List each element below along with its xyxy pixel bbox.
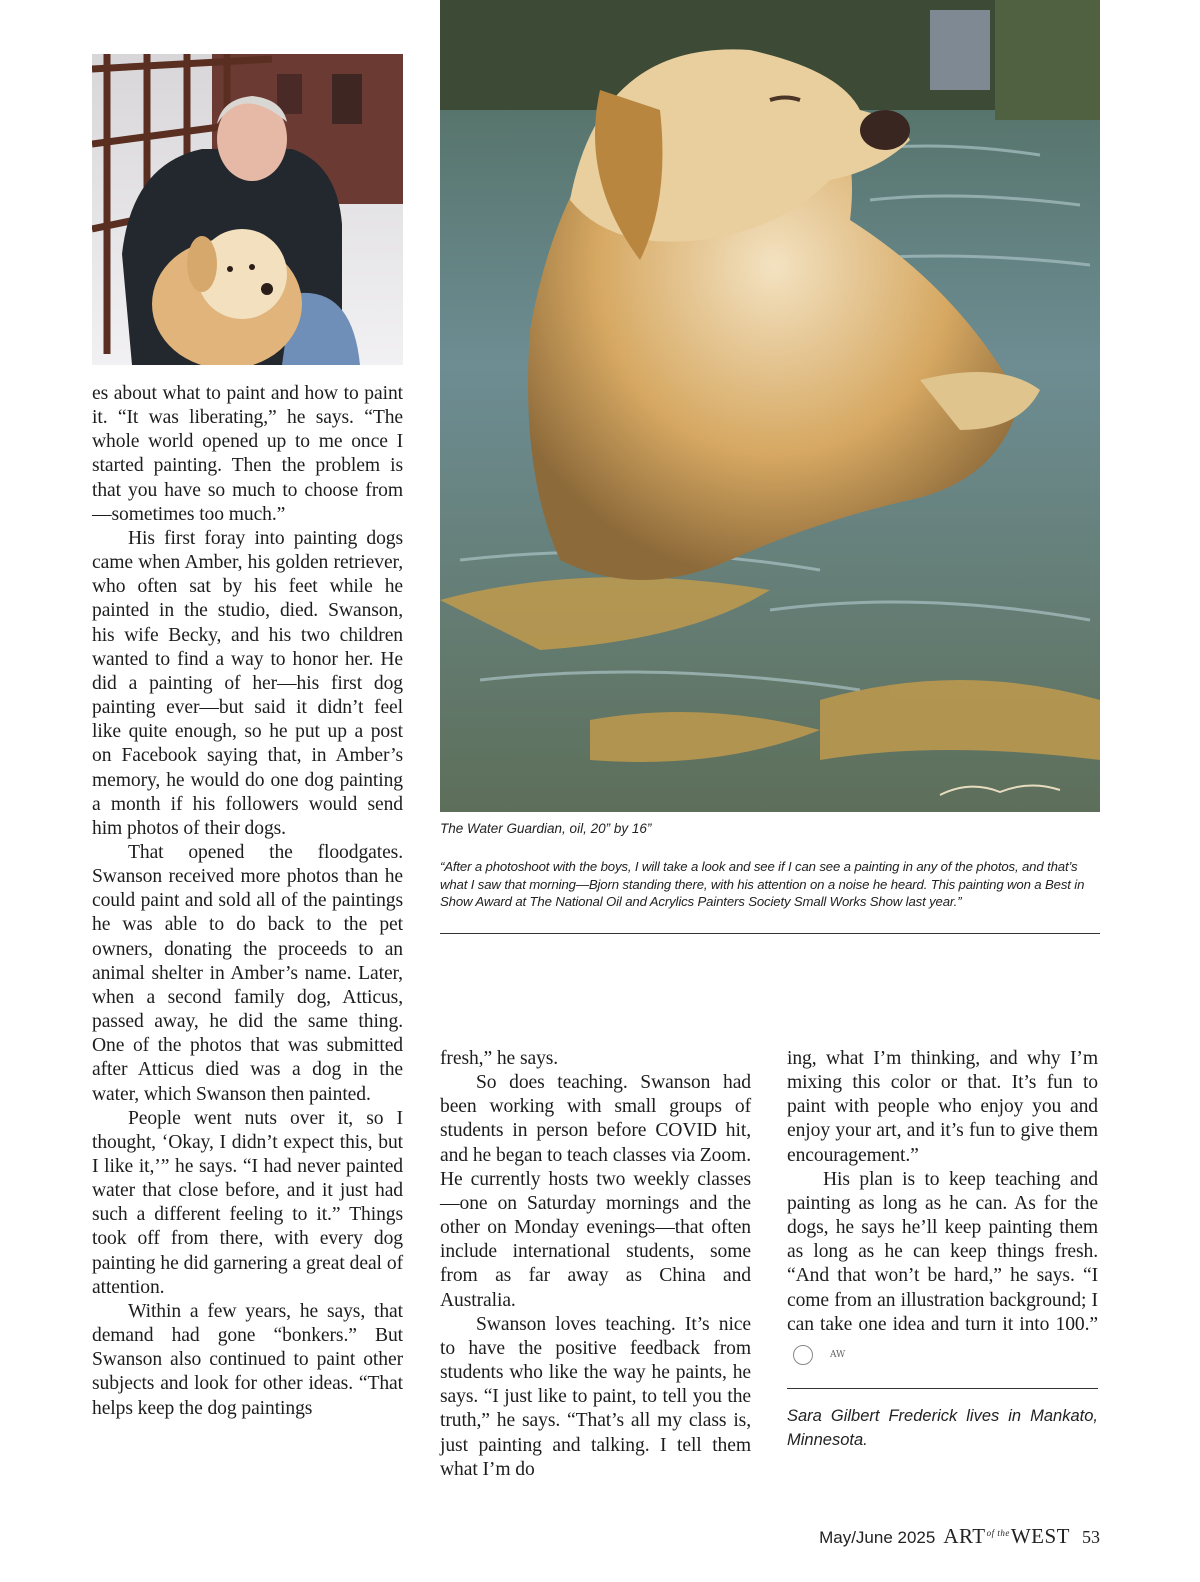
article-column-2 [440, 1047, 751, 1482]
paragraph: ing, what I’m thinking, and why I’m mixing this color or that. It’s fun to paint with people who enjoy you and enjoy your art, and it’s fun to give them encouragement.” [787, 1048, 1098, 1166]
paragraph: So does teaching. Swanson had been working with small groups of students in person before COVID hit, and he began to teach classes via Zoom. He currently hosts two weekly classes—one on Saturday mornings and the other on Monday evenings—that often include international students, some from as far away as China and Australia. [440, 1072, 751, 1311]
painting-caption-title: The Water Guardian, oil, 20” by 16” [440, 821, 652, 836]
page-footer [819, 1524, 1100, 1549]
bio-divider [787, 1388, 1098, 1389]
paragraph-text: His plan is to keep teaching and painting as long as he can. As for the dogs, he says he’ll keep painting them as long as he can keep things fresh. “And that won’t be hard,” he says. “I come from an illustration background; I can take one idea and turn it into 100.” [787, 1168, 1098, 1335]
end-mark-icon: AW [793, 1345, 813, 1365]
painting-the-water-guardian [440, 0, 1100, 812]
article-column-1 [92, 382, 403, 1421]
page-number: 53 [1082, 1527, 1100, 1547]
magazine-logo [943, 1524, 1070, 1549]
paragraph: People went nuts over it, so I thought, ‘Okay, I didn’t expect this, but I like it,’” he says. “I had never painted water that close before, and it just had such a different feeling to it.” Things took off from there, with every dog painting he did garnering a great deal of attention. [92, 1107, 403, 1298]
artist-photo [92, 54, 403, 365]
paragraph: That opened the floodgates. Swanson received more photos than he could paint and sold all of the paintings he was able to do back to the pet owners, donating the proceeds to an animal shelter in Amber’s name. Later, when a second family dog, Atticus, passed away, he did the same thing. One of the photos that was submitted after Atticus died was a dog in the water, which Swanson then painted. [92, 841, 403, 1105]
caption-divider [440, 933, 1100, 934]
author-bio: Sara Gilbert Frederick lives in Mankato, Minnesota. [787, 1407, 1098, 1449]
logo-of-the: of the [986, 1528, 1010, 1538]
logo-west: WEST [1010, 1524, 1070, 1548]
paragraph: His first foray into painting dogs came when Amber, his golden retriever, who often sat by his feet while he painted in the studio, died. Swanson, his wife Becky, and his two children wanted to find a way to honor her. He did a painting of her—his first dog painting ever—but said it didn’t feel like quite enough, so he put up a post on Facebook saying that, in Amber’s memory, he would do one dog painting a month if his followers would send him photos of their dogs. [92, 527, 403, 839]
article-column-3 [787, 1047, 1098, 1365]
paragraph: fresh,” he says. [440, 1048, 559, 1069]
issue-date: May/June 2025 [819, 1528, 936, 1547]
paragraph: es about what to paint and how to paint it. “It was liberating,” he says. “The whole world opened up to me once I started painting. Then the problem is that you have so much to choose from—sometimes too much.” [92, 383, 403, 525]
paragraph-final [787, 1168, 1098, 1365]
logo-art: ART [943, 1524, 986, 1548]
paragraph: Within a few years, he says, that demand had gone “bonkers.” But Swanson also continued to paint other subjects and look for other ideas. “That helps keep the dog paintings [92, 1300, 403, 1419]
painting-caption-quote: “After a photoshoot with the boys, I will take a look and see if I can see a painting in any of the photos, and that’s what I saw that morning—Bjorn standing there, with his attention on a noise he heard. This painting won a Best in Show Award at The National Oil and Acrylics Painters Society Small Works Show last year.” [440, 859, 1085, 909]
paragraph: Swanson loves teaching. It’s nice to have the positive feedback from students who like the way he paints, he says. “I just like to paint, to tell you the truth,” he says. “That’s all my class is, just painting and talking. I tell them what I’m do [440, 1313, 751, 1480]
